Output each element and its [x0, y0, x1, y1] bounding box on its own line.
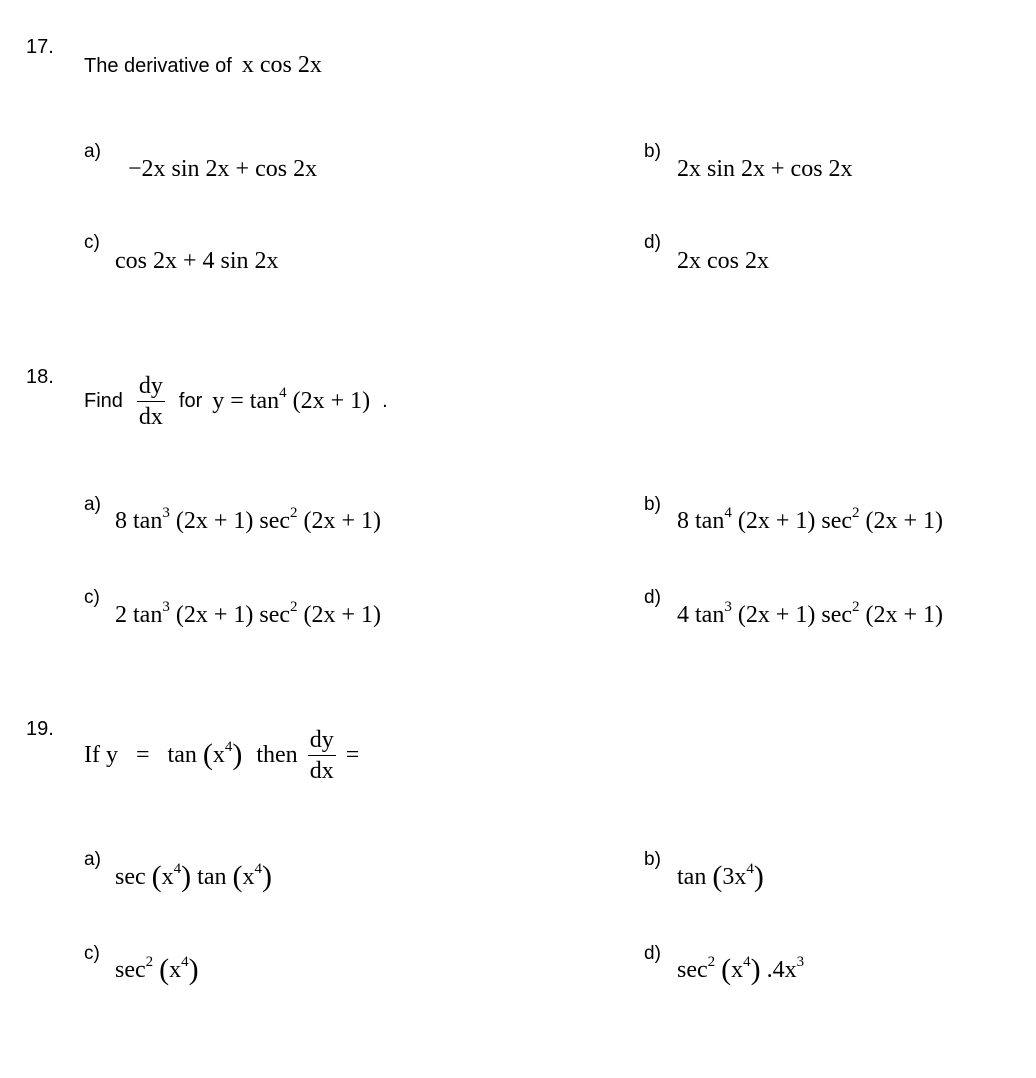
question-18-period: . [382, 390, 388, 412]
question-17-option-b-label: b) [644, 141, 661, 162]
question-17-option-c: cos 2x + 4 sin 2x [115, 248, 279, 274]
question-18-option-c-label: c) [84, 587, 100, 608]
question-19-equals-end: = [345, 742, 360, 768]
fraction-denominator: dx [138, 404, 163, 430]
question-18-option-c: 2 $\tan^3 (2x + 1)$ $\sec^2 (2x + 1)$ [115, 599, 382, 628]
question-19-prompt [84, 728, 359, 783]
function-argument: (2x + 1) [292, 388, 371, 414]
fraction-numerator: dy [308, 728, 336, 756]
question-18-derivative-fraction [137, 374, 165, 429]
question-18-prompt [84, 374, 388, 429]
question-19-option-c: $\sec^2 (x^4)$ [115, 953, 199, 986]
question-18-function [212, 385, 371, 415]
question-17-option-a: −2x sin 2x + cos 2x [128, 156, 318, 182]
function-exponent: 4 [279, 385, 287, 401]
question-17-option-d-label: d) [644, 232, 661, 253]
question-17-prompt-expr: x cos 2x [241, 52, 322, 78]
question-17-option-a-label: a) [84, 141, 101, 162]
question-19-option-a: $\sec (x^4)$ $\tan (x^4)$ [115, 860, 272, 893]
question-19-option-b-label: b) [644, 849, 661, 870]
question-19-derivative-fraction [308, 728, 336, 783]
question-19-option-a-label: a) [84, 849, 101, 870]
question-19-if-y: If y [84, 742, 118, 768]
question-17-option-b: 2x sin 2x + cos 2x [677, 156, 853, 182]
question-18-option-b: 8 $\tan^4 (2x + 1)$ $\sec^2 (2x + 1)$ [677, 505, 944, 534]
question-19-option-c-label: c) [84, 943, 100, 964]
question-19-equals: = [135, 742, 150, 768]
question-19-option-b: $\tan (3x^4)$ [677, 860, 764, 893]
question-18-option-d: 4 $\tan^3 (2x + 1)$ $\sec^2 (2x + 1)$ [677, 599, 944, 628]
question-18-option-a-label: a) [84, 494, 101, 515]
question-18-number: 18. [26, 366, 54, 388]
question-17-prompt-text: The derivative of [84, 55, 232, 77]
question-18-option-a: 8 $\tan^3 (2x + 1)$ $\sec^2 (2x + 1)$ [115, 505, 382, 534]
question-17-prompt [84, 52, 322, 79]
question-17-number: 17. [26, 36, 54, 58]
question-19-then: then [256, 742, 298, 768]
question-19-number: 19. [26, 718, 54, 740]
question-18-option-b-label: b) [644, 494, 661, 515]
question-18-find: Find [84, 390, 123, 412]
question-17-option-c-label: c) [84, 232, 100, 253]
function-head: y = tan [212, 388, 280, 414]
fraction-numerator: dy [137, 374, 165, 402]
question-17-option-d: 2x cos 2x [677, 248, 769, 274]
fraction-denominator: dx [309, 758, 334, 784]
question-19-option-d: $\sec^2 (x^4)$ $.4x^3$ [677, 953, 805, 986]
question-18-option-d-label: d) [644, 587, 661, 608]
question-19-function: $\tan (x^4)$ [167, 738, 243, 771]
question-18-for: for [178, 390, 203, 412]
question-19-option-d-label: d) [644, 943, 661, 964]
